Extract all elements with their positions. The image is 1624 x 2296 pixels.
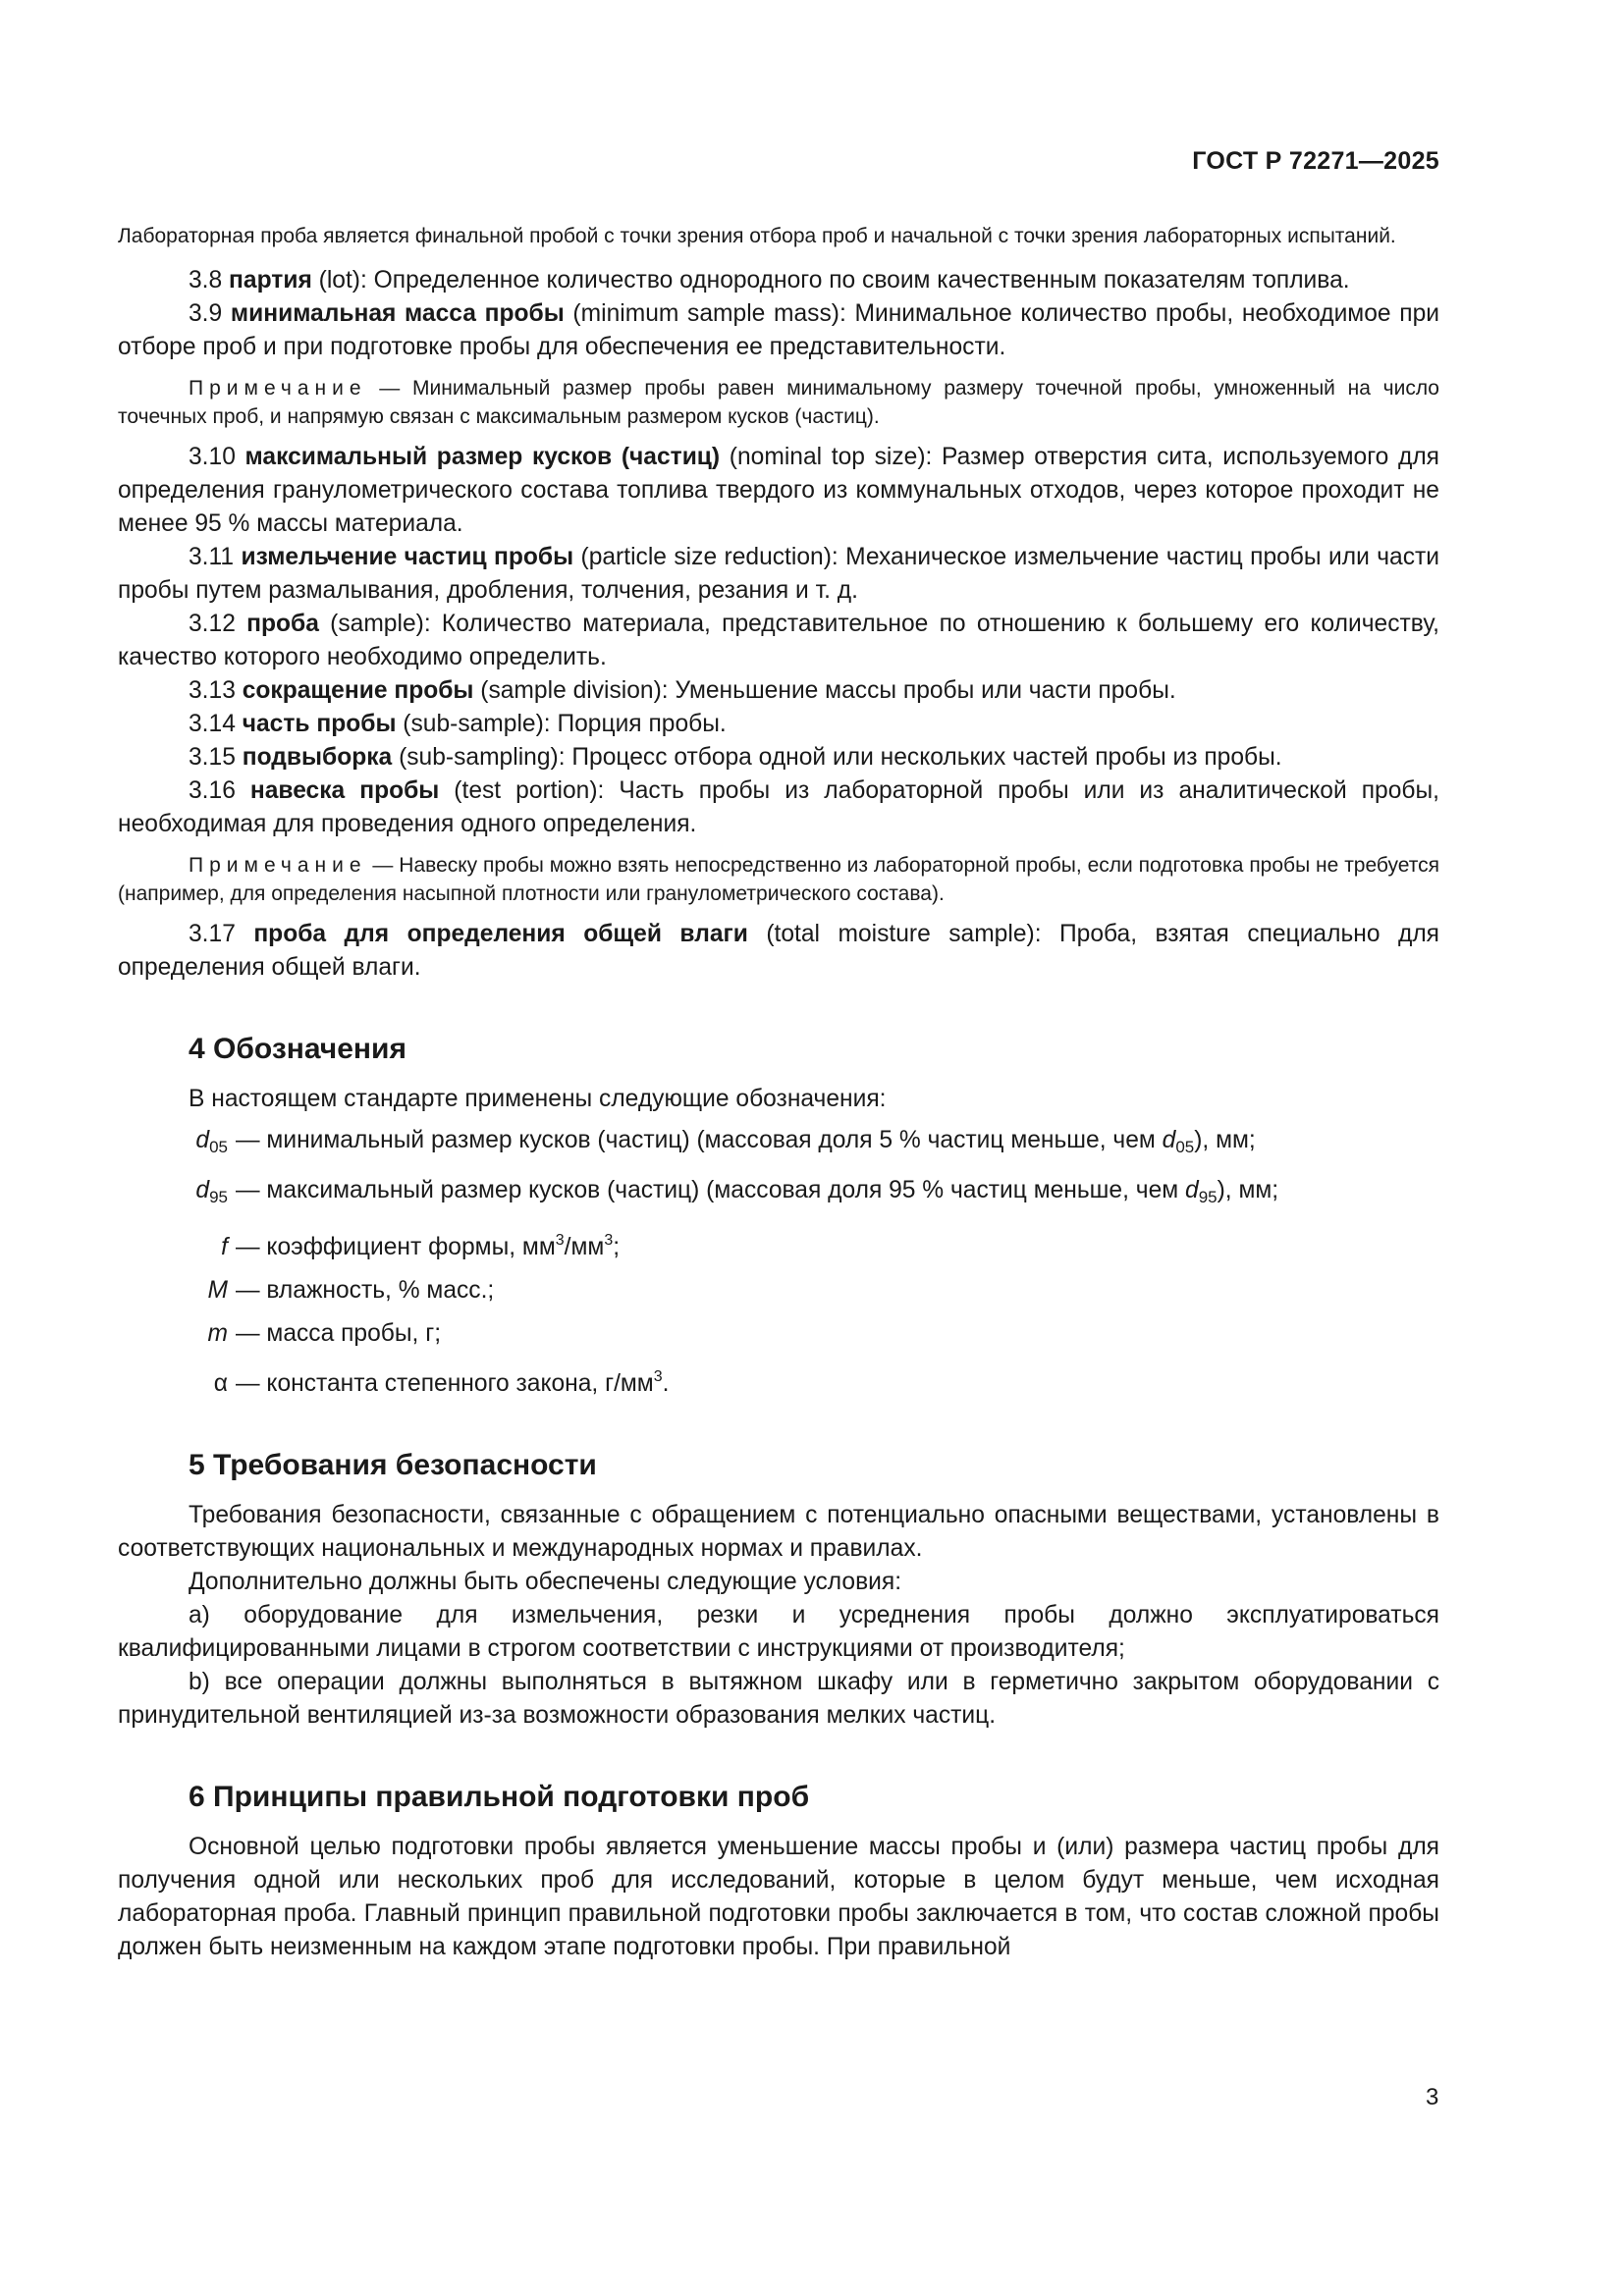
note-2: Примечание — Навеску пробы можно взять непосредственно из лабораторной пробы, если подготовка пробы не требуется (например, для определения насыпной плотности или гранулометрического состава).: [118, 854, 1439, 905]
symbol-d05: $d_{05}$ — минимальный размер кусков (частиц) (массовая доля 5 % частиц меньше, чем $d_{05}$), мм;: [195, 1127, 1256, 1156]
page-number: 3: [1426, 2084, 1439, 2110]
section-6-p1: Основной целью подготовки пробы является уменьшение массы пробы и (или) размера частиц пробы для получения одной или нескольких проб для исследований, которые в целом будут меньше, чем исходная лабораторная проба. Главный принцип правильной подготовки пробы заключается в том, что состав сложной пробы должен быть неизменным на каждом этапе подготовки пробы. При правильной: [118, 1834, 1439, 1960]
section-4-title: 4 Обозначения: [189, 1033, 406, 1065]
term-3-9: 3.9 минимальная масса пробы (minimum sample mass): Минимальное количество пробы, необходимое при отборе проб и при подготовке пробы для обеспечения ее представительности.: [118, 300, 1439, 360]
note-1: Примечание — Минимальный размер пробы равен минимальному размеру точечной пробы, умноженный на число точечных проб, и напрямую связан с максимальным размером кусков (частиц).: [118, 377, 1439, 428]
section-5-title: 5 Требования безопасности: [189, 1449, 597, 1481]
section-4-intro: В настоящем стандарте применены следующие обозначения:: [189, 1086, 887, 1112]
page-content: [118, 222, 1439, 1964]
term-3-16: 3.16 навеска пробы (test portion): Часть пробы из лабораторной пробы или из аналитической пробы, необходимая для проведения одного определения.: [118, 777, 1439, 837]
term-3-14: 3.14 часть пробы (sub-sample): Порция пробы.: [189, 711, 727, 737]
section-6-title: 6 Принципы правильной подготовки проб: [189, 1781, 810, 1813]
symbol-alpha: α — константа степенного закона, $г/мм^3$.: [213, 1368, 670, 1397]
term-3-15: 3.15 подвыборка (sub-sampling): Процесс отбора одной или нескольких частей пробы из пробы.: [189, 744, 1282, 771]
term-3-12: 3.12 проба (sample): Количество материала, представительное по отношению к большему его количеству, качество которого необходимо определить.: [118, 611, 1439, 670]
term-3-13: 3.13 сокращение пробы (sample division): Уменьшение массы пробы или части пробы.: [189, 677, 1176, 704]
section-5-p1: Требования безопасности, связанные с обращением с потенциально опасными веществами, установлены в соответствующих национальных и международных нормах и правилах.: [118, 1502, 1439, 1562]
symbol-f: f — коэффициент формы, $мм^3/мм^3$;: [221, 1232, 621, 1260]
term-3-17: 3.17 проба для определения общей влаги (total moisture sample): Проба, взятая специально для определения общей влаги.: [118, 921, 1440, 981]
term-3-11: 3.11 измельчение частиц пробы (particle size reduction): Механическое измельчение частиц пробы или части пробы путем размалывания, дробления, толчения, резания и т. д.: [118, 544, 1440, 604]
term-3-8: 3.8 партия (lot): Определенное количество однородного по своим качественным показателям топлива.: [189, 267, 1350, 294]
term-3-10: 3.10 максимальный размер кусков (частиц) (nominal top size): Размер отверстия сита, используемого для определения гранулометрического состава топлива твердого из коммунальных отходов, через которое проходит не менее 95 % массы материала.: [118, 444, 1439, 537]
symbol-m: m — масса пробы, г;: [207, 1320, 442, 1347]
intro-paragraph: Лабораторная проба является финальной пробой с точки зрения отбора проб и начальной с точки зрения лабораторных испытаний.: [118, 225, 1396, 247]
section-5-item-a: a) оборудование для измельчения, резки и усреднения пробы должно эксплуатироваться квалифицированными лицами в строгом соответствии с инструкциями от производителя;: [118, 1602, 1439, 1662]
symbol-M: M — влажность, % масс.;: [207, 1277, 495, 1304]
symbol-d95: $d_{95}$ — максимальный размер кусков (частиц) (массовая доля 95 % частиц меньше, чем $d_{95}$), мм;: [195, 1177, 1279, 1206]
section-5-p2: Дополнительно должны быть обеспечены следующие условия:: [189, 1569, 902, 1595]
section-5-item-b: b) все операции должны выполняться в вытяжном шкафу или в герметично закрытом оборудовании с принудительной вентиляцией из-за возможности образования мелких частиц.: [118, 1669, 1439, 1729]
document-id: ГОСТ Р 72271—2025: [1192, 147, 1439, 175]
